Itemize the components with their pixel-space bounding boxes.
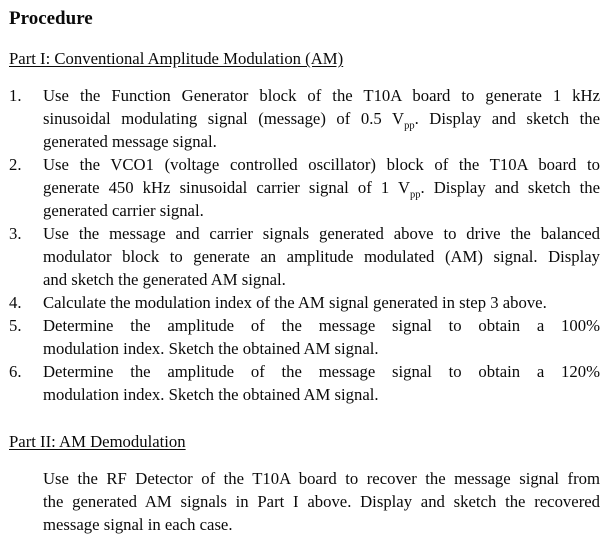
list-item-number: 1. (9, 86, 22, 105)
text-line (43, 360, 600, 383)
list-item-text (43, 291, 600, 314)
text-segment: Use the VCO1 (voltage controlled oscillator) block of the T10A board to (43, 155, 600, 174)
text-segment: modulation index. Sketch the obtained AM signal. (43, 385, 379, 404)
text-line (43, 383, 600, 406)
text-segment: Use the RF Detector of the T10A board to recover the message signal from (43, 469, 600, 488)
list-item-number: 4. (9, 293, 22, 312)
part1-heading: Part I: Conventional Amplitude Modulation (AM) (9, 49, 344, 68)
text-line (43, 291, 600, 314)
list-item-text (43, 153, 600, 222)
part2-heading: Part II: AM Demodulation (9, 432, 186, 451)
text-line (43, 314, 600, 337)
text-line (43, 176, 600, 199)
list-item-text (43, 314, 600, 360)
text-line (43, 107, 600, 130)
text-line (43, 337, 600, 360)
text-line (43, 84, 600, 107)
text-segment: Calculate the modulation index of the AM signal generated in step 3 above. (43, 293, 547, 312)
text-line (43, 153, 600, 176)
text-segment: modulator block to generate an amplitude modulated (AM) signal. Display (43, 247, 600, 266)
document-title: Procedure (9, 8, 93, 29)
text-segment: Use the message and carrier signals generated above to drive the balanced (43, 224, 600, 243)
procedure-list (9, 84, 600, 406)
subscript-text: pp (410, 189, 421, 201)
list-item (9, 291, 600, 314)
list-item (9, 314, 600, 360)
text-segment: Determine the amplitude of the message signal to obtain a 100% (43, 316, 600, 335)
text-line (43, 199, 600, 222)
text-segment: generated message signal. (43, 132, 217, 151)
text-segment: . Display and sketch the (420, 178, 600, 197)
text-segment: . Display and sketch the (414, 109, 600, 128)
text-line (43, 268, 600, 291)
list-item-number: 3. (9, 224, 22, 243)
text-segment: Use the Function Generator block of the T10A board to generate 1 kHz (43, 86, 600, 105)
list-item-text (43, 84, 600, 153)
text-segment: the generated AM signals in Part I above. Display and sketch the recovered (43, 492, 600, 511)
list-item (9, 153, 600, 222)
text-segment: modulation index. Sketch the obtained AM signal. (43, 339, 379, 358)
text-line (43, 245, 600, 268)
text-line (43, 467, 600, 490)
list-item-text (43, 360, 600, 406)
text-line (43, 130, 600, 153)
list-item (9, 360, 600, 406)
part2-paragraph (43, 467, 600, 536)
list-item-number: 5. (9, 316, 22, 335)
text-segment: generate 450 kHz sinusoidal carrier signal of 1 V (43, 178, 410, 197)
list-item-number: 2. (9, 155, 22, 174)
text-line (43, 513, 600, 536)
text-segment: message signal in each case. (43, 515, 233, 534)
list-item (9, 84, 600, 153)
text-segment: sinusoidal modulating signal (message) of 0.5 V (43, 109, 405, 128)
text-line (43, 222, 600, 245)
list-item-number: 6. (9, 362, 22, 381)
subscript-text: pp (404, 120, 415, 132)
list-item-text (43, 222, 600, 291)
text-segment: generated carrier signal. (43, 201, 204, 220)
list-item (9, 222, 600, 291)
text-segment: and sketch the generated AM signal. (43, 270, 286, 289)
text-line (43, 490, 600, 513)
text-segment: Determine the amplitude of the message signal to obtain a 120% (43, 362, 600, 381)
